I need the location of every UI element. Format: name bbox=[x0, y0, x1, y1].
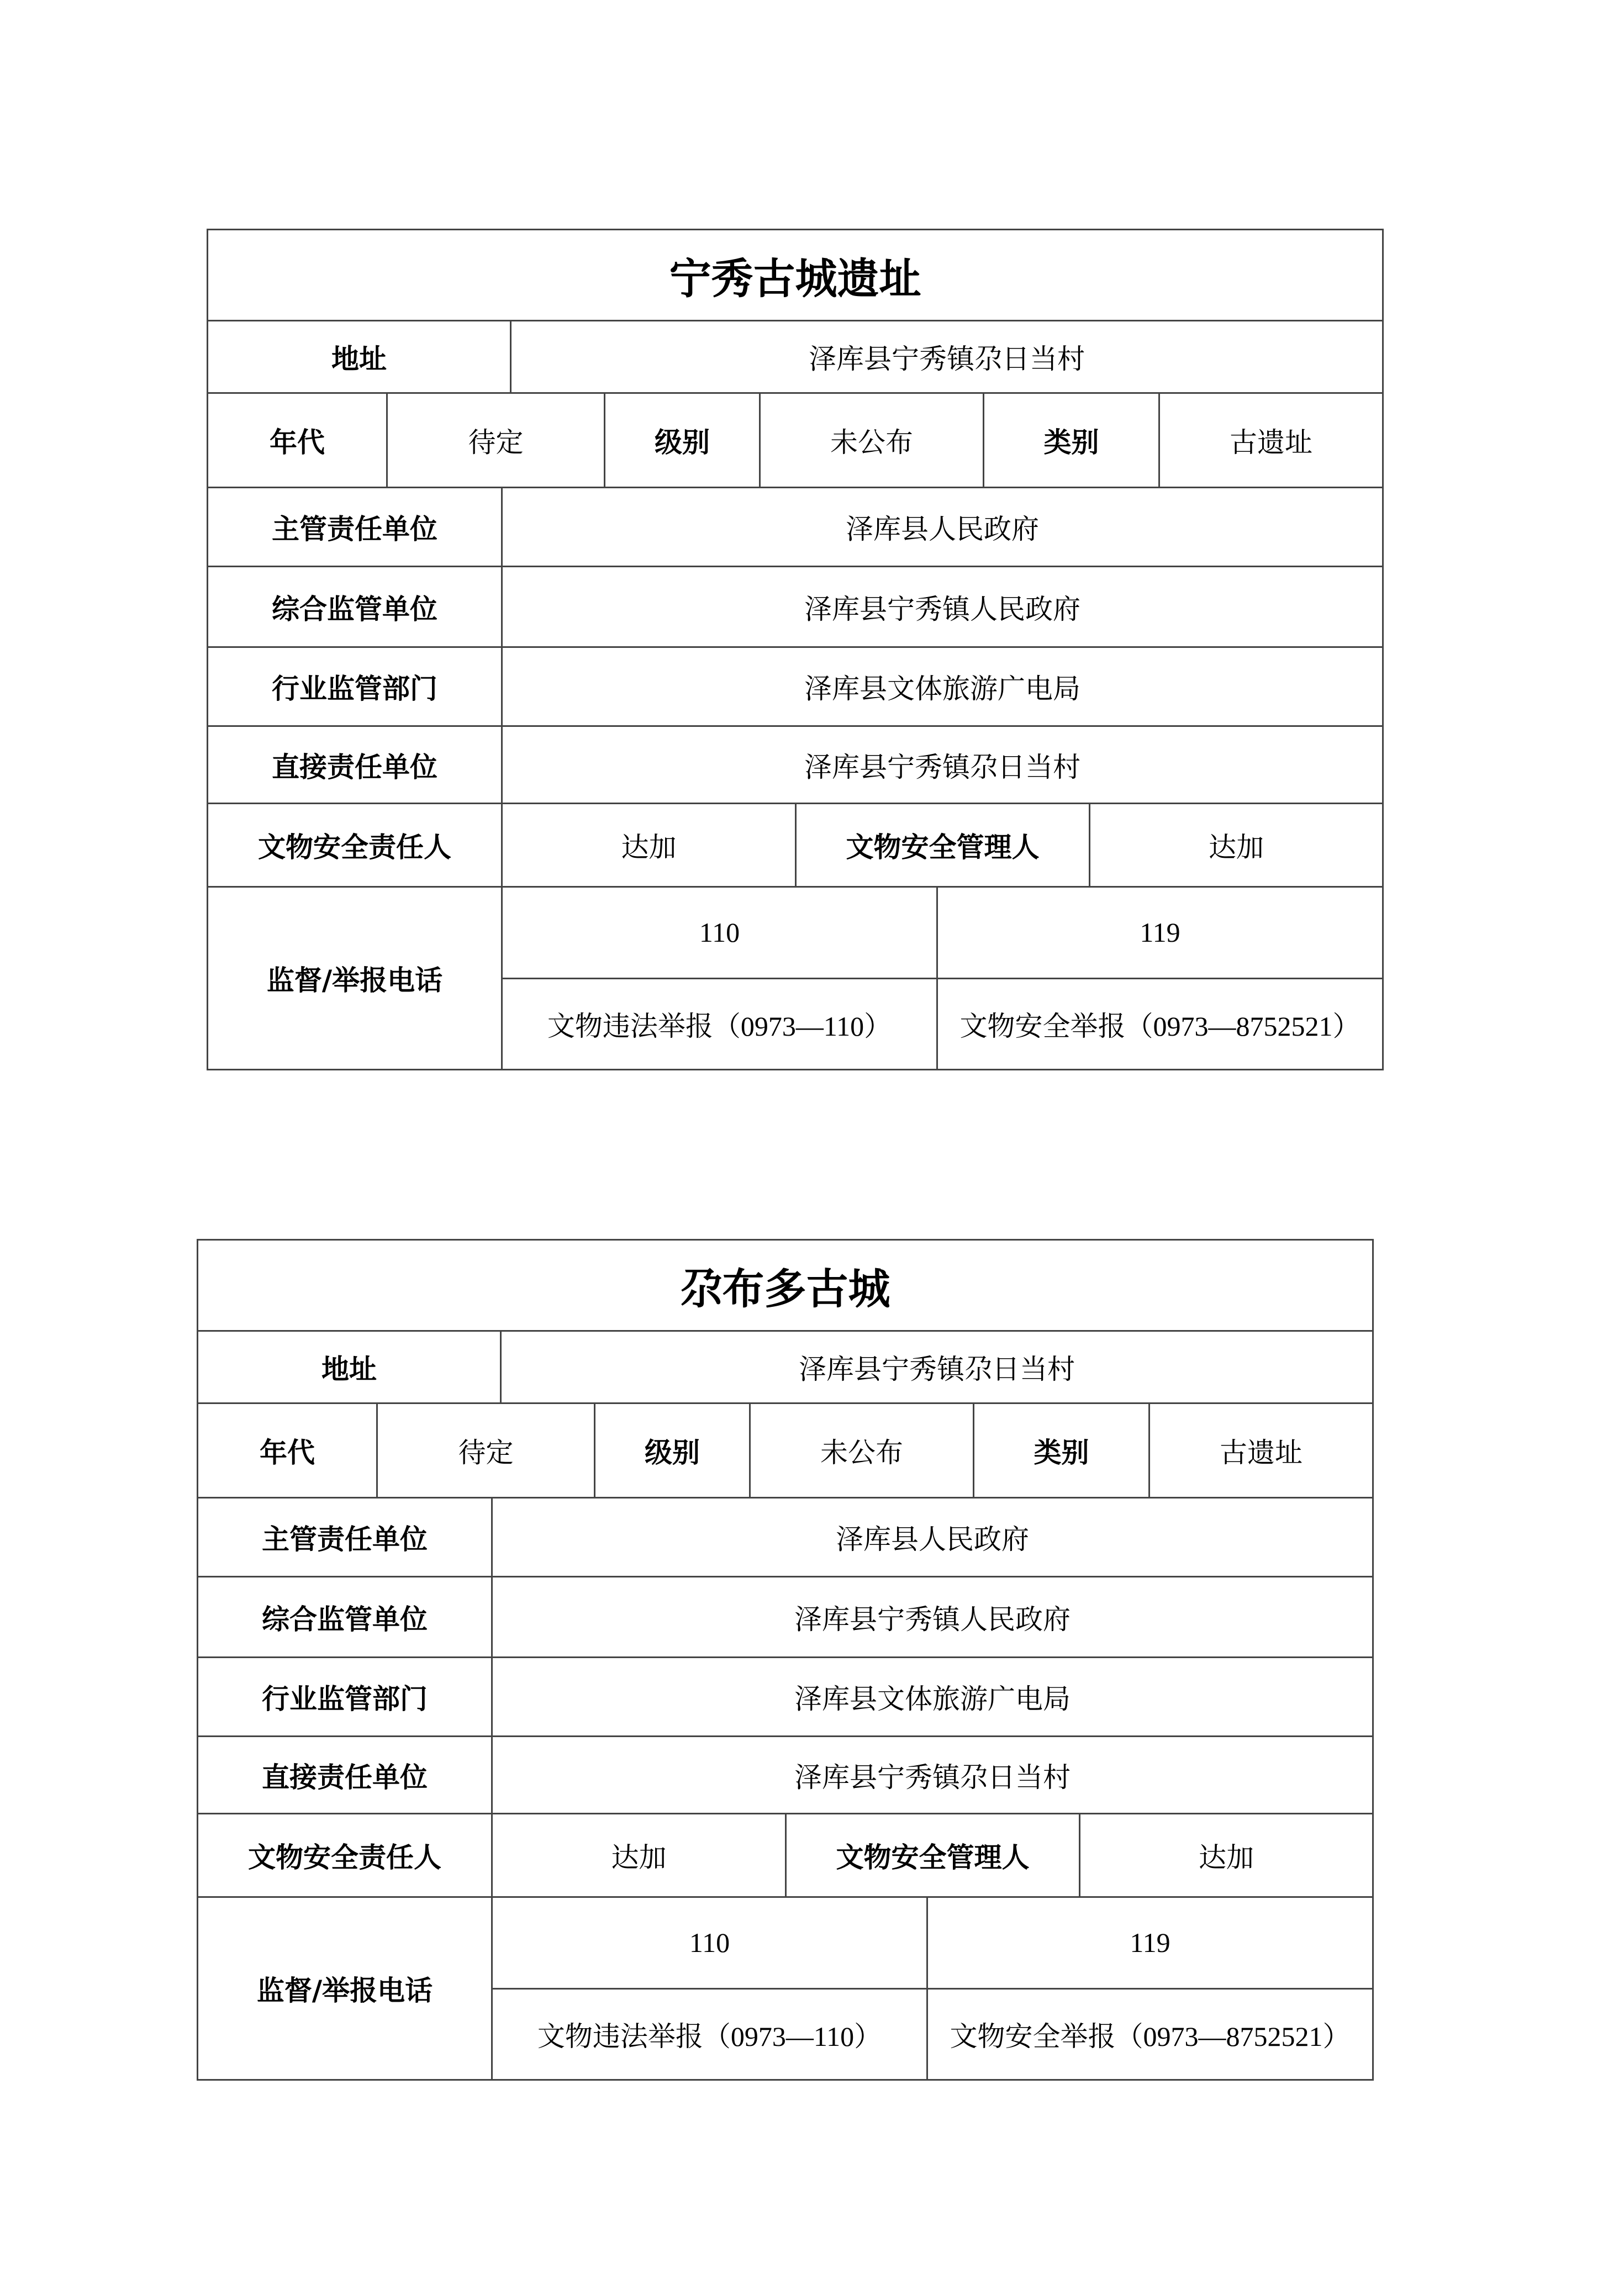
category-label: 类别 bbox=[984, 394, 1160, 487]
tel-note-number: （0973—8752521） bbox=[1125, 1010, 1361, 1042]
tel-note-text: 文物违法举报 bbox=[547, 1010, 713, 1042]
tel-label: 监督/举报电话 bbox=[208, 888, 503, 1069]
mgr-value: 达加 bbox=[1199, 1842, 1254, 1874]
row-label: 直接责任单位 bbox=[208, 727, 503, 803]
row-value: 泽库县宁秀镇人民政府 bbox=[804, 593, 1080, 625]
row-label: 主管责任单位 bbox=[208, 488, 503, 566]
tel-note-text: 文物违法举报 bbox=[537, 2020, 703, 2052]
row-label: 行业监管部门 bbox=[208, 648, 503, 725]
row-value: 泽库县人民政府 bbox=[836, 1523, 1029, 1555]
responsible-row bbox=[207, 804, 1384, 888]
row-label: 综合监管单位 bbox=[208, 567, 503, 646]
tel-note-safety bbox=[928, 1990, 1372, 2080]
row-value: 泽库县文体旅游广电局 bbox=[794, 1683, 1071, 1715]
resp-label: 文物安全责任人 bbox=[198, 1814, 493, 1896]
row-label: 行业监管部门 bbox=[198, 1658, 493, 1735]
row-value: 泽库县人民政府 bbox=[846, 513, 1039, 545]
responsible-row bbox=[197, 1814, 1374, 1898]
tel-row bbox=[197, 1898, 1374, 2081]
table-row bbox=[207, 648, 1384, 727]
address-label: 地址 bbox=[198, 1332, 502, 1402]
tel-number-row bbox=[493, 1898, 1372, 1988]
tel-number-119: 119 bbox=[1140, 917, 1180, 948]
table-row bbox=[207, 567, 1384, 648]
category-value: 古遗址 bbox=[1220, 1437, 1303, 1469]
address-value: 泽库县宁秀镇尕日当村 bbox=[799, 1353, 1075, 1385]
tel-grid bbox=[493, 1898, 1372, 2079]
tel-note-row bbox=[493, 1988, 1372, 2080]
heritage-info-table bbox=[197, 1239, 1374, 2081]
resp-value: 达加 bbox=[493, 1814, 787, 1896]
tel-number-row bbox=[503, 888, 1382, 978]
row-value: 泽库县文体旅游广电局 bbox=[804, 673, 1080, 705]
attributes-row bbox=[197, 1404, 1374, 1498]
table-row bbox=[197, 1577, 1374, 1658]
table-title-row bbox=[207, 229, 1384, 321]
era-label: 年代 bbox=[208, 394, 388, 487]
era-label: 年代 bbox=[198, 1404, 378, 1497]
tel-row bbox=[207, 888, 1384, 1070]
tel-number-119: 119 bbox=[1130, 1927, 1170, 1959]
level-value: 未公布 bbox=[761, 394, 984, 487]
heritage-info-table bbox=[207, 229, 1384, 1070]
resp-label: 文物安全责任人 bbox=[208, 804, 503, 886]
tel-note-number: （0973—110） bbox=[713, 1010, 892, 1042]
mgr-value: 达加 bbox=[1209, 831, 1264, 863]
address-label: 地址 bbox=[208, 321, 512, 392]
tel-note-text: 文物安全举报 bbox=[950, 2020, 1116, 2052]
table-title-row bbox=[197, 1239, 1374, 1332]
level-value: 未公布 bbox=[751, 1404, 974, 1497]
tel-note-safety bbox=[938, 979, 1382, 1069]
resp-value: 达加 bbox=[503, 804, 797, 886]
tel-note-violation bbox=[503, 979, 938, 1069]
mgr-label: 文物安全管理人 bbox=[797, 804, 1090, 886]
row-label: 综合监管单位 bbox=[198, 1577, 493, 1656]
tel-note-number: （0973—8752521） bbox=[1115, 2020, 1351, 2052]
address-value: 泽库县宁秀镇尕日当村 bbox=[809, 343, 1085, 375]
table-row bbox=[197, 1498, 1374, 1577]
row-value: 泽库县宁秀镇尕日当村 bbox=[794, 1761, 1071, 1793]
category-value: 古遗址 bbox=[1230, 426, 1312, 458]
level-label: 级别 bbox=[595, 1404, 751, 1497]
tel-note-violation bbox=[493, 1990, 928, 2080]
address-row bbox=[197, 1332, 1374, 1404]
row-value: 泽库县宁秀镇人民政府 bbox=[794, 1603, 1071, 1635]
table-row bbox=[197, 1737, 1374, 1814]
tel-note-number: （0973—110） bbox=[703, 2020, 882, 2052]
level-label: 级别 bbox=[605, 394, 761, 487]
tel-number-110: 110 bbox=[503, 888, 938, 978]
tel-number-110: 110 bbox=[493, 1898, 928, 1988]
table-title: 尕布多古城 bbox=[680, 1264, 890, 1313]
table-row bbox=[207, 488, 1384, 567]
table-title: 宁秀古城遗址 bbox=[669, 254, 921, 303]
era-value: 待定 bbox=[388, 394, 605, 487]
table-row bbox=[197, 1658, 1374, 1737]
table-row bbox=[207, 727, 1384, 804]
tel-label: 监督/举报电话 bbox=[198, 1898, 493, 2079]
mgr-label: 文物安全管理人 bbox=[787, 1814, 1080, 1896]
row-label: 主管责任单位 bbox=[198, 1498, 493, 1576]
tel-grid bbox=[503, 888, 1382, 1069]
address-row bbox=[207, 321, 1384, 394]
tel-note-row bbox=[503, 978, 1382, 1069]
row-value: 泽库县宁秀镇尕日当村 bbox=[804, 751, 1080, 783]
row-label: 直接责任单位 bbox=[198, 1737, 493, 1813]
attributes-row bbox=[207, 394, 1384, 488]
era-value: 待定 bbox=[378, 1404, 595, 1497]
category-label: 类别 bbox=[974, 1404, 1150, 1497]
tel-note-text: 文物安全举报 bbox=[959, 1010, 1126, 1042]
